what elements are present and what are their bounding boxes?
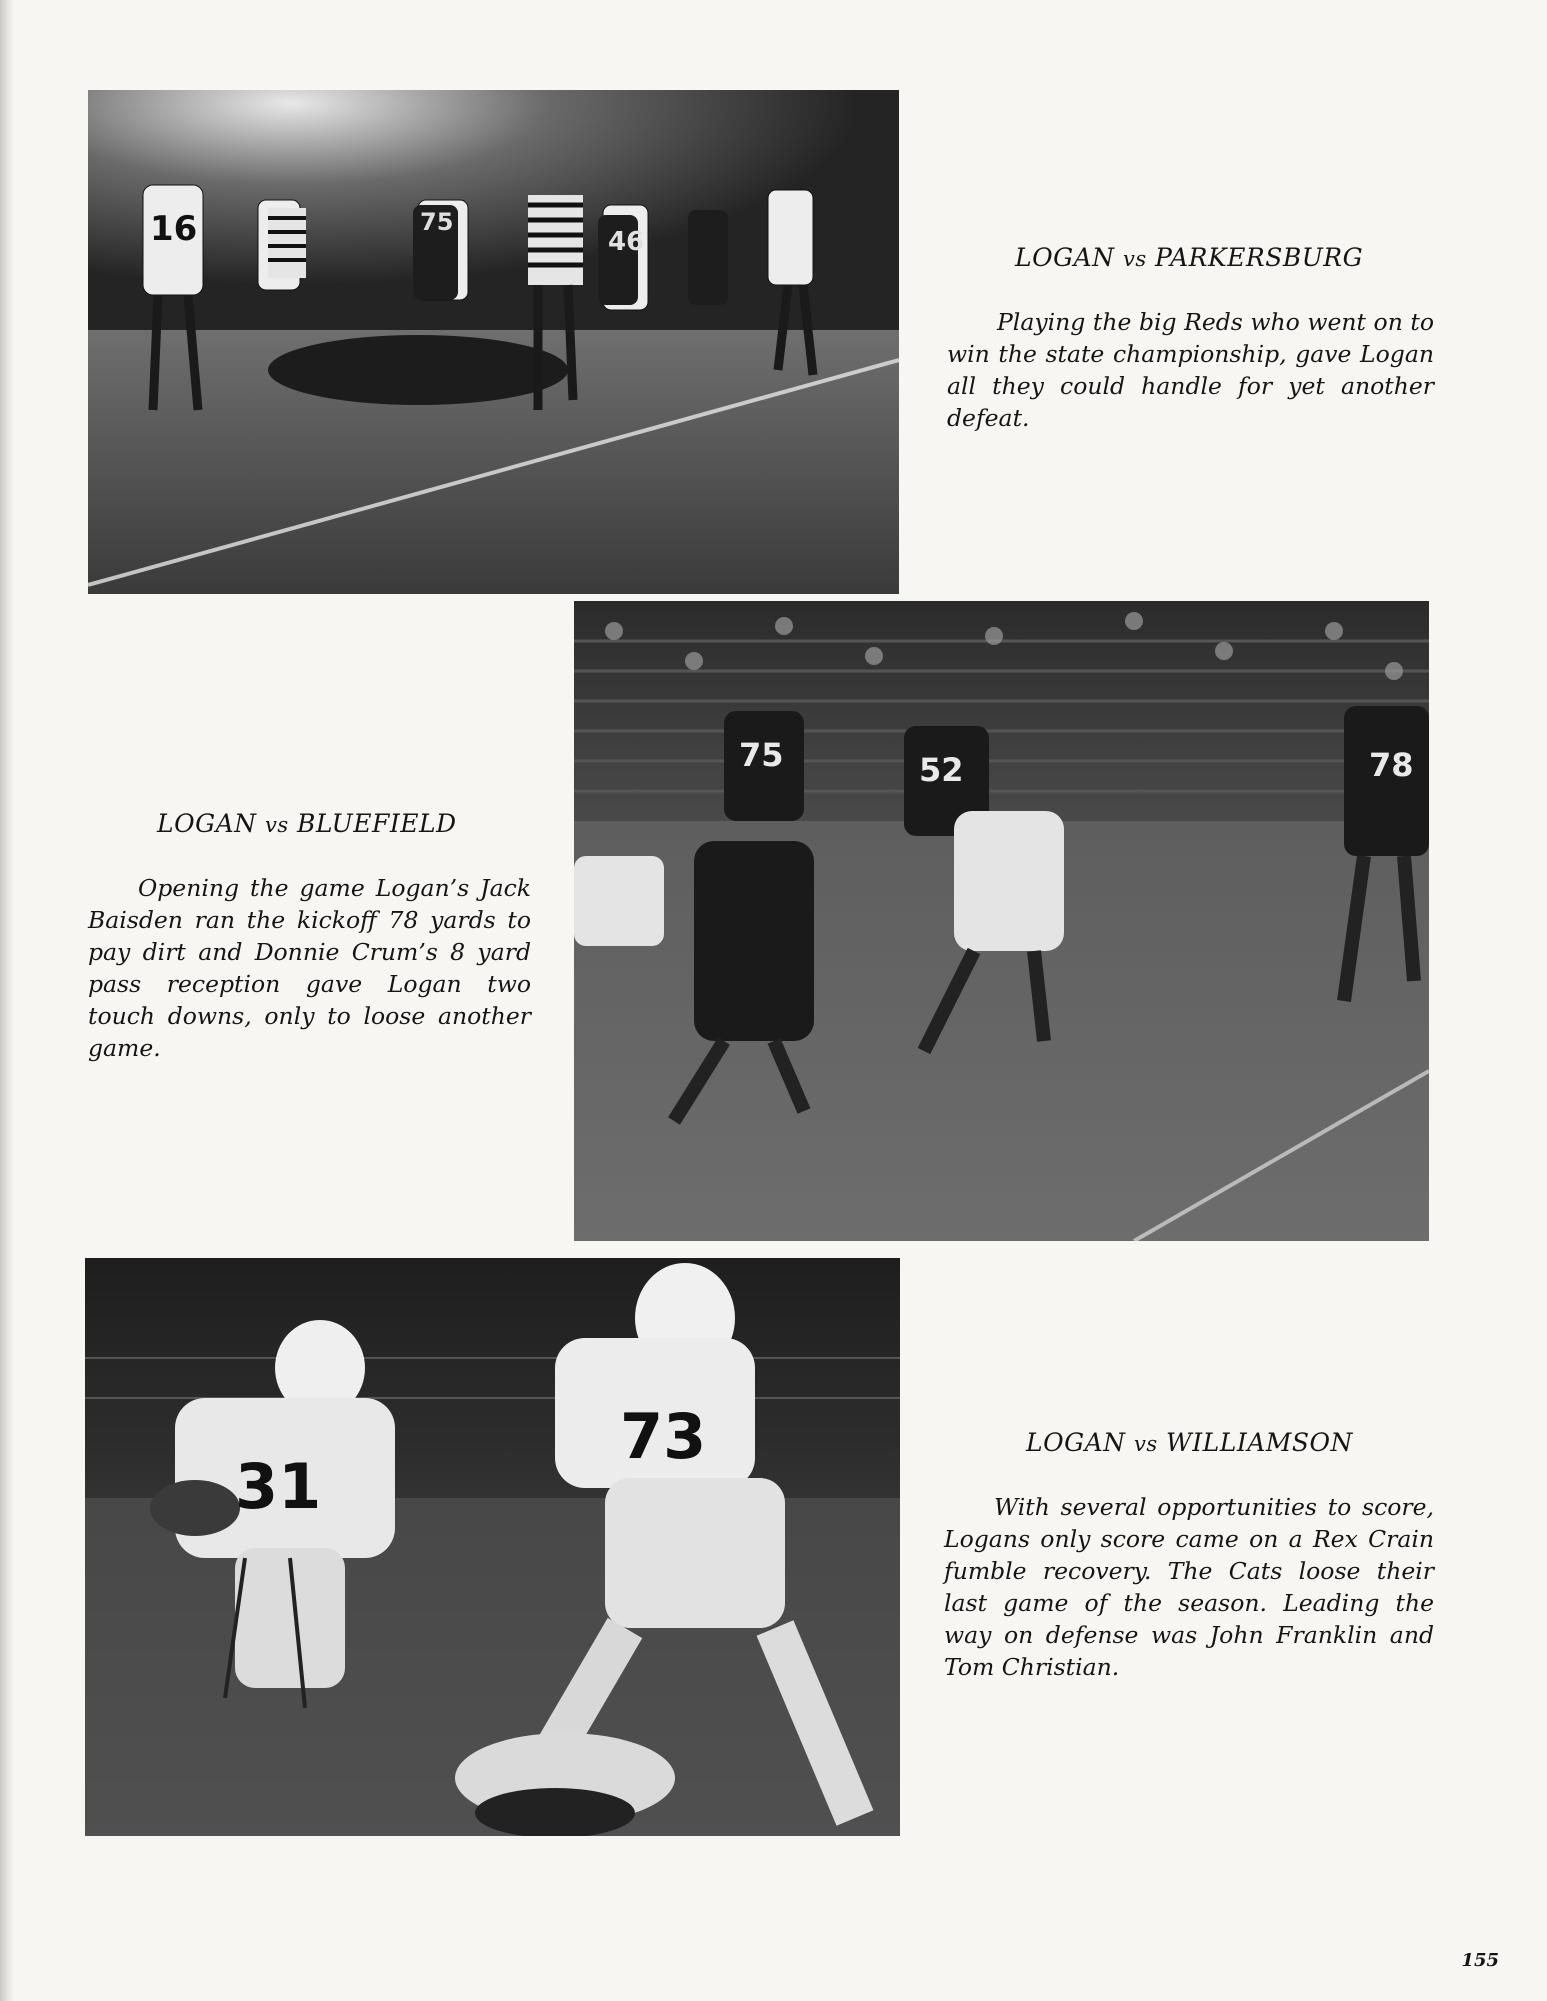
opponent-name: PARKERSBURG	[1155, 243, 1364, 272]
caption-parkersburg	[947, 243, 1434, 434]
versus-label: vs	[1122, 247, 1147, 271]
team-name: LOGAN	[1026, 1428, 1126, 1457]
jersey-number: 73	[620, 1400, 707, 1473]
team-name: LOGAN	[157, 809, 257, 838]
page-binding-edge	[0, 0, 14, 2001]
caption-title	[157, 809, 531, 838]
opponent-name: WILLIAMSON	[1166, 1428, 1353, 1457]
jersey-number: 75	[420, 208, 454, 236]
jersey-number: 52	[919, 751, 964, 789]
jersey-number: 46	[608, 227, 645, 257]
jersey-number: 16	[150, 209, 198, 249]
photo-parkersburg-game	[88, 90, 899, 594]
opponent-name: BLUEFIELD	[297, 809, 457, 838]
photo-bluefield-game	[574, 601, 1429, 1241]
versus-label: vs	[264, 813, 289, 837]
page-number: 155	[1461, 1950, 1499, 1971]
versus-label: vs	[1133, 1432, 1158, 1456]
caption-title	[1015, 243, 1434, 272]
caption-bluefield	[88, 809, 531, 1064]
jersey-number: 75	[739, 736, 784, 774]
jersey-number: 78	[1369, 746, 1414, 784]
team-name: LOGAN	[1015, 243, 1115, 272]
jersey-number: 31	[235, 1450, 322, 1523]
caption-body: With several opportunities to score, Logans only score came on a Rex Crain fumble recovery. The Cats loose their last game of the season. Leading the way on defense was John Franklin and Tom Christian.	[944, 1493, 1434, 1681]
caption-body: Opening the game Logan’s Jack Baisden ran the kickoff 78 yards to pay dirt and Donnie Crum’s 8 yard pass reception gave Logan two touch downs, only to loose another game.	[88, 874, 531, 1062]
caption-williamson	[944, 1428, 1434, 1683]
photo-williamson-game	[85, 1258, 900, 1836]
caption-body: Playing the big Reds who went on to win the state championship, gave Logan all they could handle for yet another defeat.	[947, 308, 1434, 432]
caption-title	[1026, 1428, 1434, 1457]
